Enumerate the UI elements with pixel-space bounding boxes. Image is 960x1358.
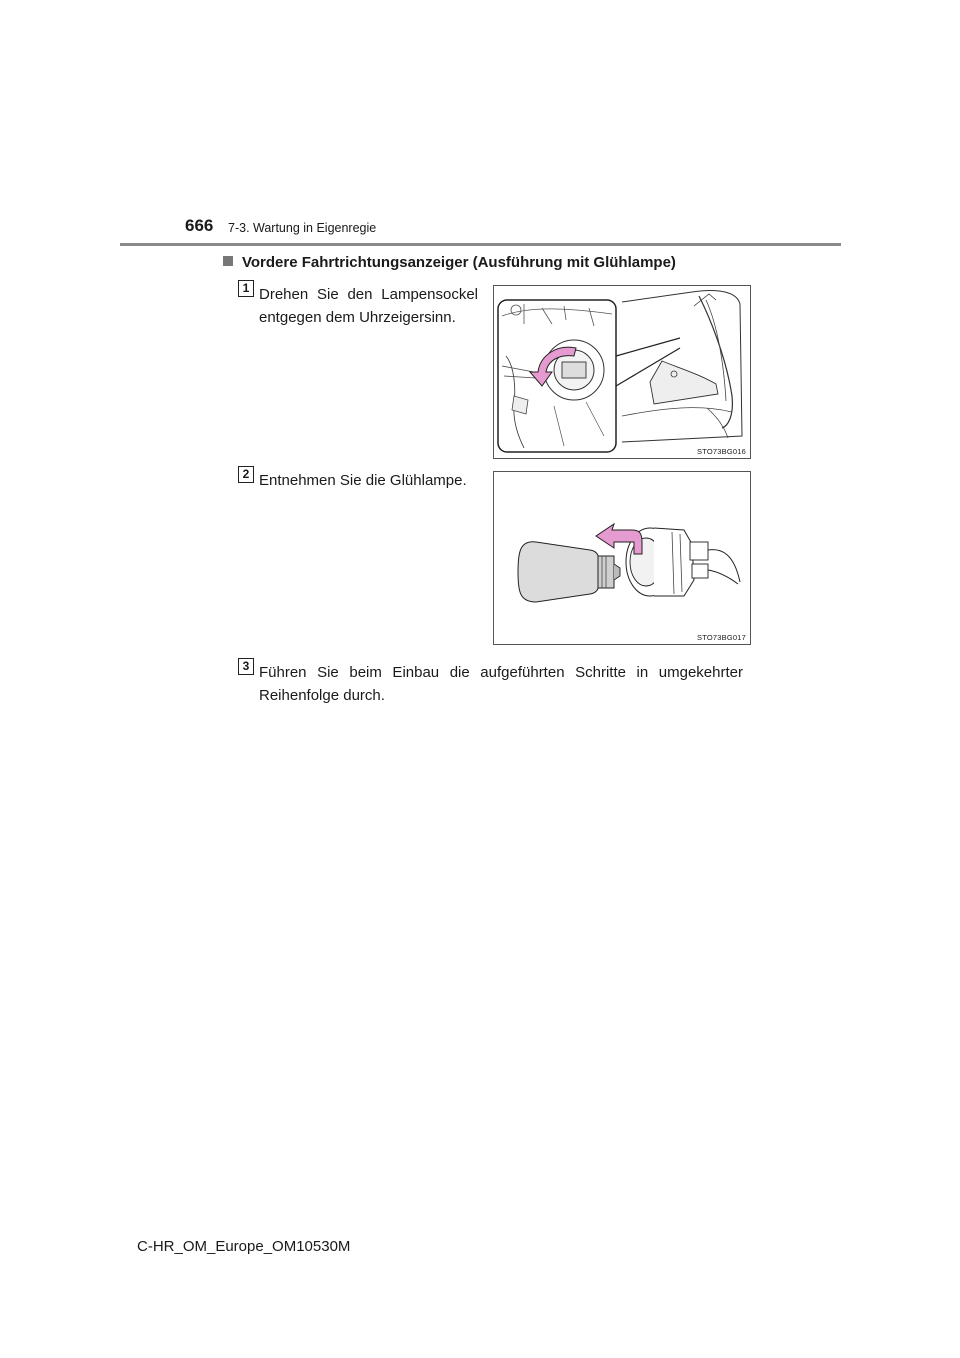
header-rule bbox=[120, 243, 841, 246]
figure-2-code: STO73BG017 bbox=[697, 633, 746, 642]
step-3-badge: 3 bbox=[238, 658, 254, 675]
step-2-text: Entnehmen Sie die Glühlampe. bbox=[259, 472, 467, 489]
chapter-title: 7-3. Wartung in Eigenregie bbox=[228, 221, 377, 235]
step-1-badge: 1 bbox=[238, 280, 254, 297]
step-3-text: Führen Sie beim Einbau die aufgeführten Schritte in umgekehrter Reihenfolge durch. bbox=[259, 664, 743, 704]
step-2-badge: 2 bbox=[238, 466, 254, 483]
figure-1 bbox=[493, 285, 751, 459]
section-bullet-icon bbox=[223, 256, 233, 266]
figure-1-code: STO73BG016 bbox=[697, 447, 746, 456]
step-1-text: Drehen Sie den Lampensockel entgegen dem Uhrzeigersinn. bbox=[259, 286, 478, 326]
section-title bbox=[223, 254, 676, 271]
page-number: 666 bbox=[185, 216, 214, 235]
lamp-socket-illustration bbox=[494, 286, 750, 458]
bulb-removal-illustration bbox=[494, 472, 750, 644]
section-title-text: Vordere Fahrtrichtungsanzeiger (Ausführung mit Glühlampe) bbox=[242, 254, 676, 271]
figure-2 bbox=[493, 471, 751, 645]
footer-doc-id: C-HR_OM_Europe_OM10530M bbox=[137, 1238, 351, 1255]
